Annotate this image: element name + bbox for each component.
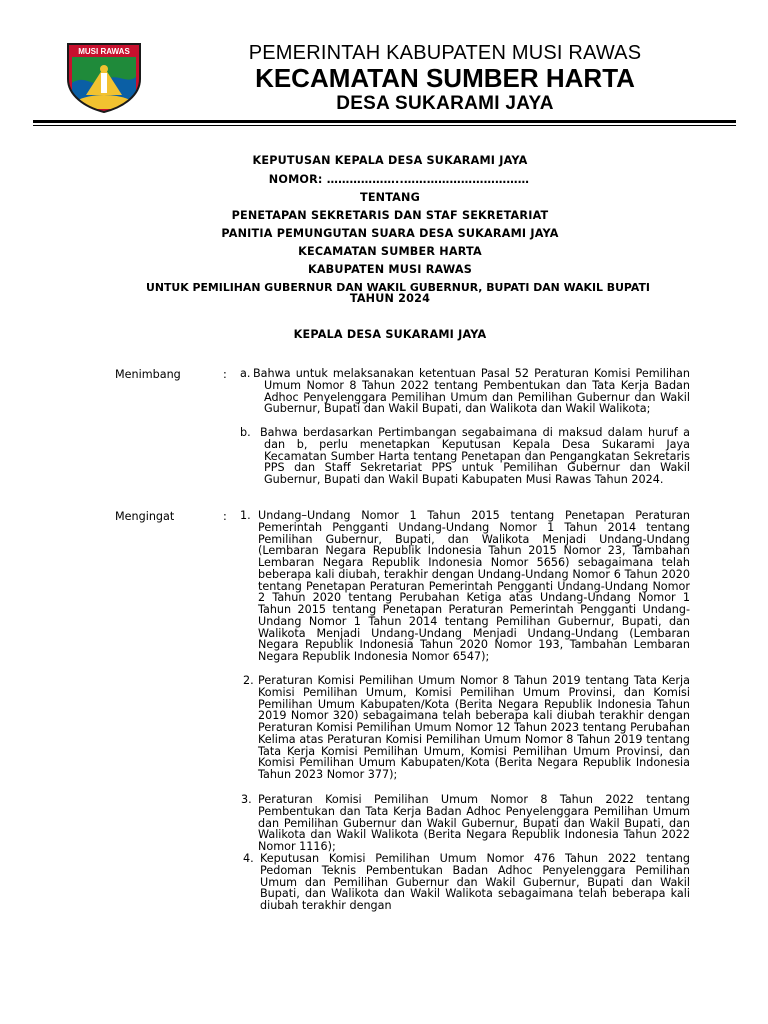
section-label-mengingat: Mengingat xyxy=(115,510,175,523)
list-marker: 2. xyxy=(243,674,254,687)
list-item-text: Keputusan Komisi Pemilihan Umum Nomor 476 Tahun 2022 tentang Pedoman Teknis Pembentukan Badan Adhoc Penyelenggara Pemilihan Umum dan Pemilihan Gubernur dan Wakil Gubernur, Bupati dan Wakil Bupati, dan Walikota dan Wakil Walikota sebagaimana telah beberapa kali diubah terakhir dengan xyxy=(260,852,690,912)
list-item-text: Bahwa berdasarkan Pertimbangan segabaimana di maksud dalam huruf a dan b, perlu menetapkan Keputusan Kepala Desa Sukarami Jaya Kecamatan Sumber Harta tentang Penetapan dan Pengangkatan Sekretaris PPS dan Staff Sekretariat PPS untuk Pemilihan Gubernur dan Wakil Gubernur, Bupati dan Wakil Bupati Kabupaten Musi Rawas Tahun 2024. xyxy=(260,426,690,486)
letterhead-village: DESA SUKARAMI JAYA xyxy=(336,93,554,114)
decree-subject-line-3: KECAMATAN SUMBER HARTA xyxy=(298,245,482,258)
mengingat-item-3 xyxy=(241,794,690,854)
list-item-text: Bahwa untuk melaksanakan ketentuan Pasal 52 Peraturan Komisi Pemilihan Umum Nomor 8 Tahun 2022 tentang Pembentukan dan Tata Kerja Badan Adhoc Penyelenggara Pemilihan Umum dan Pemilihan Gubernur dan Wakil Gubernur, Bupati dan Wakil Bupati, dan Walikota dan Wakil Walikota; xyxy=(253,367,690,416)
menimbang-item-a xyxy=(240,368,690,428)
decree-subject-line-1: PENETAPAN SEKRETARIS DAN STAF SEKRETARIAT xyxy=(231,209,549,222)
letterhead-district: KECAMATAN SUMBER HARTA xyxy=(255,63,635,93)
logo-text: MUSI RAWAS xyxy=(78,47,130,56)
letterhead-divider-thin xyxy=(33,125,736,126)
decree-subject-year: TAHUN 2024 xyxy=(349,292,431,305)
decree-subject-line-5: UNTUK PEMILIHAN GUBERNUR DAN WAKIL GUBERNUR, BUPATI DAN WAKIL BUPATI xyxy=(146,281,650,294)
list-item-text: Peraturan Komisi Pemilihan Umum Nomor 8 Tahun 2022 tentang Pembentukan dan Tata Kerja Badan Adhoc Penyelenggara Pemilihan Umum dan Pemilihan Gubernur dan Wakil Gubernur, Bupati dan Wakil Bupati, dan Walikota dan Wakil Walikota (Berita Negara Republik Indonesia Tahun 2022 Nomor 1116); xyxy=(258,793,690,853)
list-marker: a. xyxy=(240,367,251,380)
letterhead-divider-thick xyxy=(33,120,736,123)
mengingat-item-4 xyxy=(243,853,690,915)
list-marker: 4. xyxy=(243,852,254,865)
mengingat-item-2 xyxy=(243,675,690,793)
menimbang-item-b xyxy=(240,427,690,499)
decree-subject-line-2: PANITIA PEMUNGUTAN SUARA DESA SUKARAMI JAYA xyxy=(221,227,559,240)
list-item-text: Undang–Undang Nomor 1 Tahun 2015 tentang Penetapan Peraturan Pemerintah Pengganti Undang-Undang Nomor 1 Tahun 2014 tentang Pemilihan Gubernur, Bupati, dan Walikota Menjadi Undang-Undang (Lembaran Negara Republik Indonesia Tahun 2015 Nomor 23, Tambahan Lembaran Negara Republik Indonesia Nomor 5656) sebagaimana telah beberapa kali diubah, terakhir dengan Undang-Undang Nomor 6 Tahun 2020 tentang Penetapan Peraturan Pemerintah Pengganti Undang-Undang Nomor 2 Tahun 2020 tentang Perubahan Ketiga atas Undang-Undang Nomor 1 Tahun 2015 tentang Penetapan Peraturan Pemerintah Pengganti Undang-Undang Nomor 1 Tahun 2014 tentang Pemilihan Gubernur, Bupati, dan Walikota Menjadi Undang-Undang Menjadi Undang-Undang (Lembaran Negara Republik Indonesia Tahun 2020 Nomor 193, Tambahan Lembaran Negara Republik Indonesia Nomor 6547); xyxy=(258,509,690,663)
decree-subject-line-4: KABUPATEN MUSI RAWAS xyxy=(307,263,473,276)
issuing-authority: KEPALA DESA SUKARAMI JAYA xyxy=(293,328,487,341)
list-marker: 1. xyxy=(240,509,251,522)
list-marker: b. xyxy=(240,426,251,439)
decree-tentang: TENTANG xyxy=(359,191,420,204)
section-colon: : xyxy=(223,368,227,381)
section-colon: : xyxy=(223,510,227,523)
mengingat-item-1 xyxy=(240,510,690,674)
decree-number: NOMOR: ………………..…………………………… xyxy=(268,173,530,186)
decree-title: KEPUTUSAN KEPALA DESA SUKARAMI JAYA xyxy=(252,154,528,167)
list-item-text: Peraturan Komisi Pemilihan Umum Nomor 8 Tahun 2019 tentang Tata Kerja Komisi Pemilihan Umum, Komisi Pemilihan Umum Provinsi, dan Komisi Pemilihan Umum Kabupaten/Kota (Berita Negara Republik Indonesia Tahun 2019 Nomor 320) sebagaimana telah beberapa kali diubah terakhir dengan Peraturan Komisi Pemilihan Umum Nomor 12 Tahun 2023 tentang Perubahan Kelima atas Peraturan Komisi Pemilihan Umum Nomor 8 Tahun 2019 tentang Tata Kerja Komisi Pemilihan Umum, Komisi Pemilihan Umum Provinsi, dan Komisi Pemilihan Umum Kabupaten/Kota (Berita Negara Republik Indonesia Tahun 2023 Nomor 377); xyxy=(258,674,690,781)
musi-rawas-emblem-logo xyxy=(66,43,142,113)
letterhead-government: PEMERINTAH KABUPATEN MUSI RAWAS xyxy=(248,42,642,64)
section-label-menimbang: Menimbang xyxy=(115,368,181,381)
list-marker: 3. xyxy=(241,793,252,806)
